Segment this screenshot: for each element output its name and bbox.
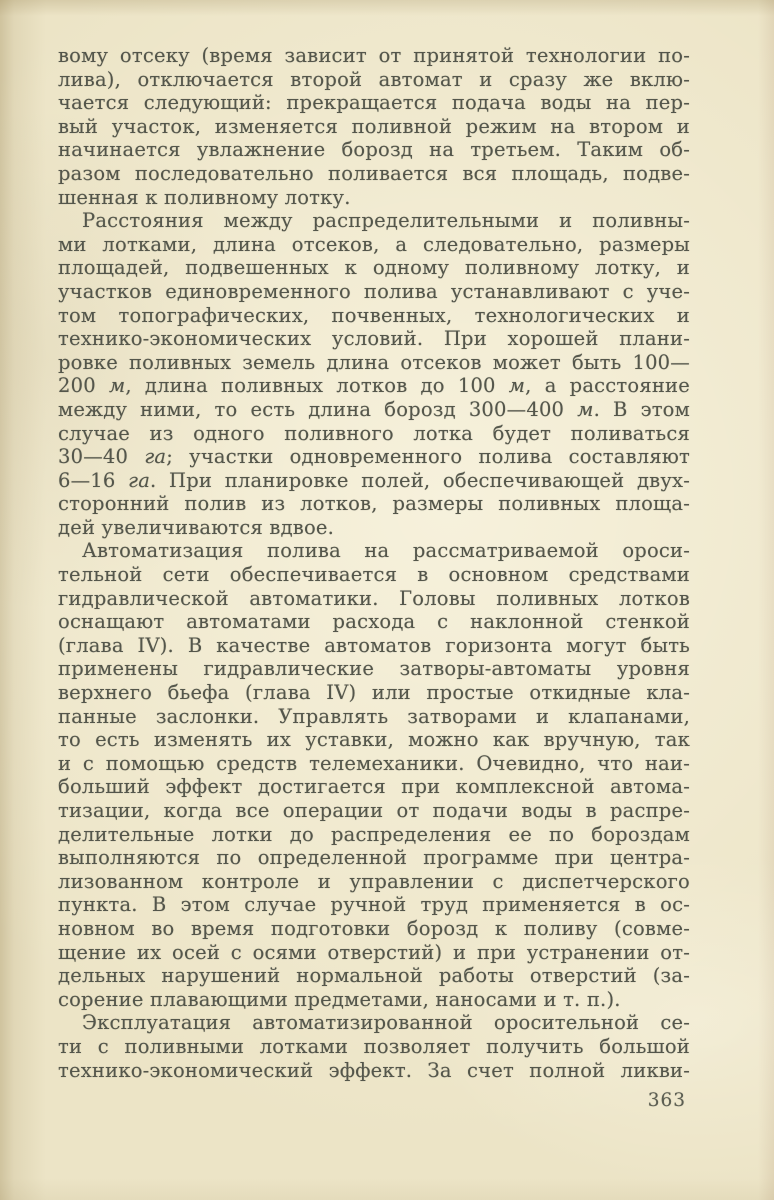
paragraph — [58, 1011, 690, 1082]
text-line: пункта. В этом случае ручной труд применяется в ос- — [58, 893, 690, 917]
text-line: том топографических, почвенных, технологических и — [58, 303, 690, 327]
paragraph — [58, 44, 690, 209]
text-line: и с помощью средств телемеханики. Очевидно, что наи- — [58, 751, 690, 775]
text-line: чается следующий: прекращается подача воды на пер- — [58, 91, 690, 115]
page-number: 363 — [647, 1090, 686, 1111]
text-line: тизации, когда все операции от подачи воды в распре- — [58, 799, 690, 822]
text-line: шенная к поливному лотку. — [58, 185, 351, 209]
text-line: тельной сети обеспечивается в основном средствами — [58, 563, 690, 587]
text-line: гидравлической автоматики. Головы поливных лотков — [58, 586, 690, 610]
text-line: площадей, подвешенных к одному поливному лотку, и — [58, 256, 690, 280]
text-line: (глава IV). В качестве автоматов горизонта могут быть — [58, 633, 690, 657]
text-line: лива), отключается второй автомат и сразу же вклю- — [58, 67, 690, 91]
text-line: выполняются по определенной программе при центра- — [58, 846, 690, 870]
text-line: щение их осей с осями отверстий) и при устранении от- — [58, 940, 690, 964]
text-line: случае из одного поливного лотка будет поливаться — [58, 421, 690, 445]
text-line: вому отсеку (время зависит от принятой технологии по- — [58, 44, 690, 67]
text-line: разом последовательно поливается вся площадь, подве- — [58, 161, 690, 185]
text-line: начинается увлажнение борозд на третьем. Таким об- — [58, 138, 690, 162]
text-line: оснащают автоматами расхода с наклонной стенкой — [58, 610, 690, 634]
text-line: сторонний полив из лотков, размеры поливных площа- — [58, 492, 690, 516]
text-line: ми лотками, длина отсеков, а следовательно, размеры — [58, 232, 690, 256]
text-line: верхнего бьефа (глава IV) или простые откидные кла- — [58, 681, 690, 705]
text-line: технико-экономических условий. При хорошей плани- — [58, 327, 690, 351]
text-line: 6—16 га. При планировке полей, обеспечивающей двух- — [58, 468, 690, 492]
text-line: дельных нарушений нормальной работы отверстий (за- — [58, 964, 690, 988]
text-line: технико-экономический эффект. За счет полной ликви- — [58, 1058, 690, 1082]
text-line: ти с поливными лотками позволяет получить большой — [58, 1034, 690, 1058]
paragraph — [58, 539, 690, 1011]
text-line: сорение плавающими предметами, наносами и т. п.). — [58, 987, 621, 1011]
page-text — [58, 44, 690, 1082]
text-line: делительные лотки до распределения ее по бороздам — [58, 822, 690, 846]
text-line: Эксплуатация автоматизированной оросительной се- — [82, 1011, 690, 1035]
text-line: Расстояния между распределительными и поливны- — [82, 209, 690, 233]
text-line: дей увеличиваются вдвое. — [58, 515, 335, 539]
text-line: между ними, то есть длина борозд 300—400 м. В этом — [58, 397, 690, 421]
text-line: то есть изменять их уставки, можно как вручную, так — [58, 728, 690, 752]
text-line: больший эффект достигается при комплексной автома- — [58, 775, 690, 799]
text-line: ровке поливных земель длина отсеков может быть 100— — [58, 350, 690, 374]
text-line: участков единовременного полива устанавливают с уче- — [58, 279, 690, 303]
text-line: 200 м, длина поливных лотков до 100 м, а расстояние — [58, 374, 690, 398]
text-line: новном во время подготовки борозд к поливу (совме- — [58, 916, 690, 940]
paragraph — [58, 209, 690, 539]
text-line: применены гидравлические затворы-автоматы уровня — [58, 657, 690, 681]
text-line: 30—40 га; участки одновременного полива составляют — [58, 445, 690, 469]
text-line: вый участок, изменяется поливной режим на втором и — [58, 114, 690, 138]
text-line: Автоматизация полива на рассматриваемой ороси- — [82, 539, 690, 563]
text-line: лизованном контроле и управлении с диспетчерского — [58, 869, 690, 893]
text-line: панные заслонки. Управлять затворами и клапанами, — [58, 704, 690, 728]
